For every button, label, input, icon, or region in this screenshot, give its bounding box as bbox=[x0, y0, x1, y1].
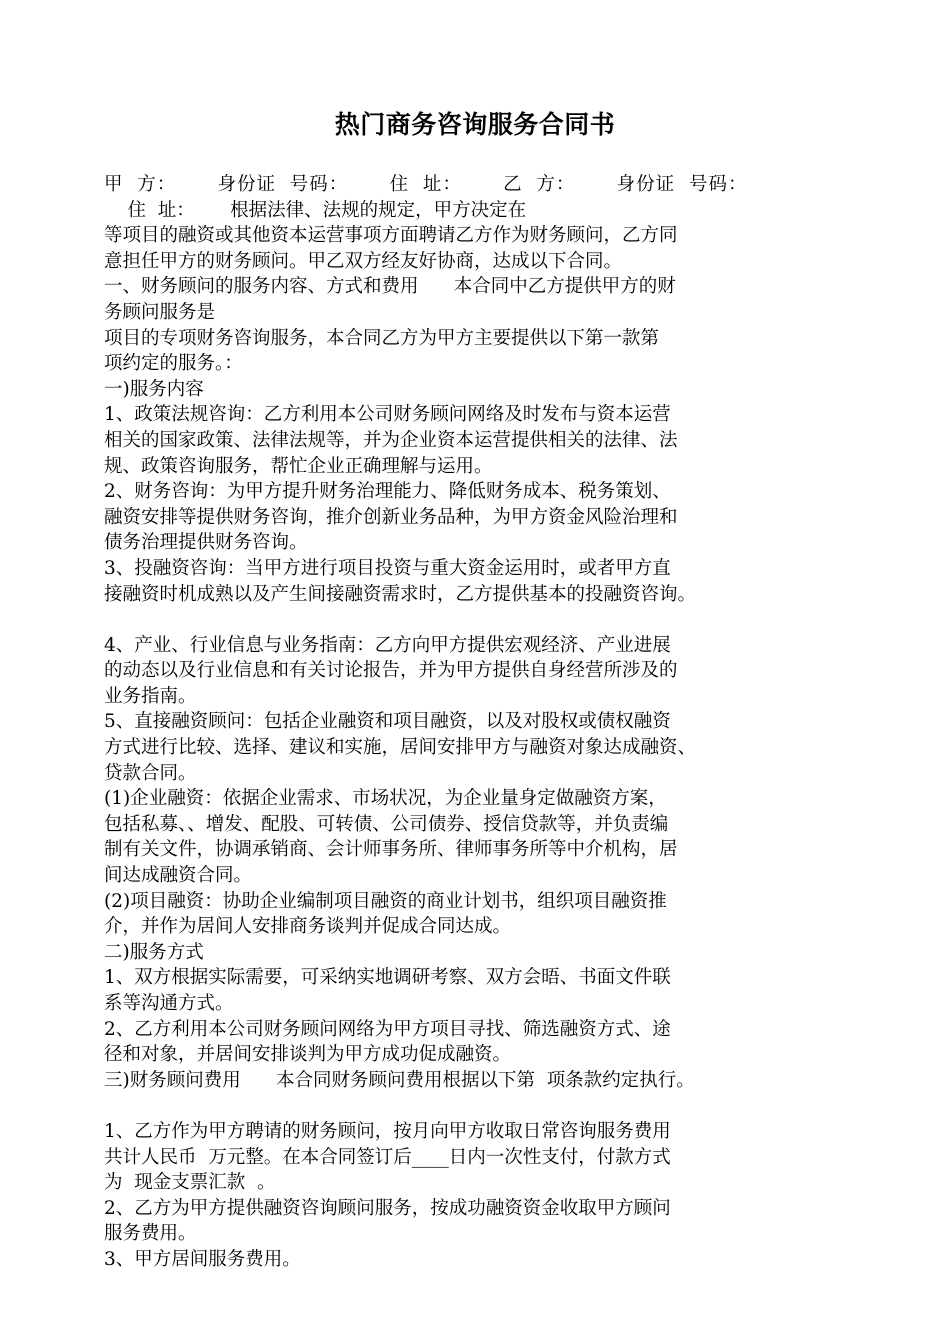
body-line: 1、政策法规咨询：乙方利用本公司财务顾问网络及时发布与资本运营 bbox=[104, 404, 671, 426]
party-info-line: 甲 方： 身份证 号码： 住 址： 乙 方： 身份证 号码： bbox=[104, 174, 748, 195]
body-line: 项目的专项财务咨询服务，本合同乙方为甲方主要提供以下第一款第 bbox=[104, 327, 660, 349]
body-line: 贷款合同。 bbox=[104, 762, 197, 784]
body-line: 2、乙方为甲方提供融资咨询顾问服务，按成功融资资金收取甲方顾问 bbox=[104, 1197, 671, 1219]
body-line: 相关的国家政策、法律法规等，并为企业资本运营提供相关的法律、法 bbox=[104, 429, 678, 451]
blank-line bbox=[104, 607, 864, 633]
body-line: 2、财务咨询：为甲方提升财务治理能力、降低财务成本、税务策划、 bbox=[104, 481, 671, 503]
body-line: 系等沟通方式。 bbox=[104, 993, 234, 1014]
subsection-heading: 二)服务方式 bbox=[104, 941, 204, 963]
body-line: 2、乙方利用本公司财务顾问网络为甲方项目寻找、筛选融资方式、途 bbox=[104, 1018, 671, 1040]
body-line: 务顾问服务是 bbox=[104, 301, 216, 323]
body-line: 项约定的服务。： bbox=[104, 353, 243, 375]
body-line: 业务指南。 bbox=[104, 685, 197, 707]
body-line: 的动态以及行业信息和有关讨论报告，并为甲方提供自身经营所涉及的 bbox=[104, 660, 678, 682]
body-line: 径和对象，并居间安排谈判为甲方成功促成融资。 bbox=[104, 1044, 512, 1066]
body-line: 1、乙方作为甲方聘请的财务顾问，按月向甲方收取日常咨询服务费用 bbox=[104, 1120, 671, 1142]
subsection-heading: 三)财务顾问费用 本合同财务顾问费用根据以下第 项条款约定执行。 bbox=[104, 1069, 695, 1091]
body-line: 制有关文件，协调承销商、会计师事务所、律师事务所等中介机构，居 bbox=[104, 839, 678, 861]
body-line: 5、直接融资顾问：包括企业融资和项目融资，以及对股权或债权融资 bbox=[104, 711, 671, 733]
body-line: 4、产业、行业信息与业务指南：乙方向甲方提供宏观经济、产业进展 bbox=[104, 634, 671, 656]
subsection-heading: 一)服务内容 bbox=[104, 378, 204, 400]
party-address-line: 住 址： 根据法律、法规的规定，甲方决定在 bbox=[104, 199, 527, 221]
contract-body bbox=[104, 172, 864, 1273]
body-line: 意担任甲方的财务顾问。甲乙双方经友好协商，达成以下合同。 bbox=[104, 250, 623, 272]
body-line: 包括私募、、增发、配股、可转债、公司债券、授信贷款等，并负责编 bbox=[104, 813, 669, 835]
body-line: 服务费用。 bbox=[104, 1223, 197, 1245]
body-line: 3、投融资咨询：当甲方进行项目投资与重大资金运用时，或者甲方直 bbox=[104, 557, 671, 579]
body-line: (2)项目融资：协助企业编制项目融资的商业计划书，组织项目融资推 bbox=[104, 890, 667, 912]
body-line: 融资安排等提供财务咨询，推介创新业务品种，为甲方资金风险治理和 bbox=[104, 506, 678, 528]
body-line: 规、政策咨询服务，帮忙企业正确理解与运用。 bbox=[104, 455, 493, 477]
body-line: 1、双方根据实际需要，可采纳实地调研考察、双方会晤、书面文件联 bbox=[104, 967, 671, 989]
document-title: 热门商务咨询服务合同书 bbox=[334, 110, 616, 139]
body-line: 间达成融资合同。 bbox=[104, 865, 253, 887]
section-heading-line: 一、财务顾问的服务内容、方式和费用 本合同中乙方提供甲方的财 bbox=[104, 276, 676, 298]
body-line: 3、甲方居间服务费用。 bbox=[104, 1248, 301, 1270]
body-line: (1)企业融资：依据企业需求、市场状况，为企业量身定做融资方案， bbox=[104, 788, 667, 810]
body-line: 共计人民币 万元整。在本合同签订后____日内一次性支付，付款方式 bbox=[104, 1146, 671, 1168]
body-line: 等项目的融资或其他资本运营事项方面聘请乙方作为财务顾问，乙方同 bbox=[104, 225, 678, 247]
body-line: 接融资时机成熟以及产生间接融资需求时，乙方提供基本的投融资咨询。 bbox=[104, 583, 697, 605]
body-line: 债务治理提供财务咨询。 bbox=[104, 532, 308, 554]
body-line: 介，并作为居间人安排商务谈判并促成合同达成。 bbox=[104, 916, 512, 938]
body-line: 方式进行比较、选择、建议和实施，居间安排甲方与融资对象达成融资、 bbox=[104, 737, 697, 759]
body-line: 为 现金支票汇款 。 bbox=[104, 1172, 276, 1194]
blank-line bbox=[104, 1093, 864, 1119]
